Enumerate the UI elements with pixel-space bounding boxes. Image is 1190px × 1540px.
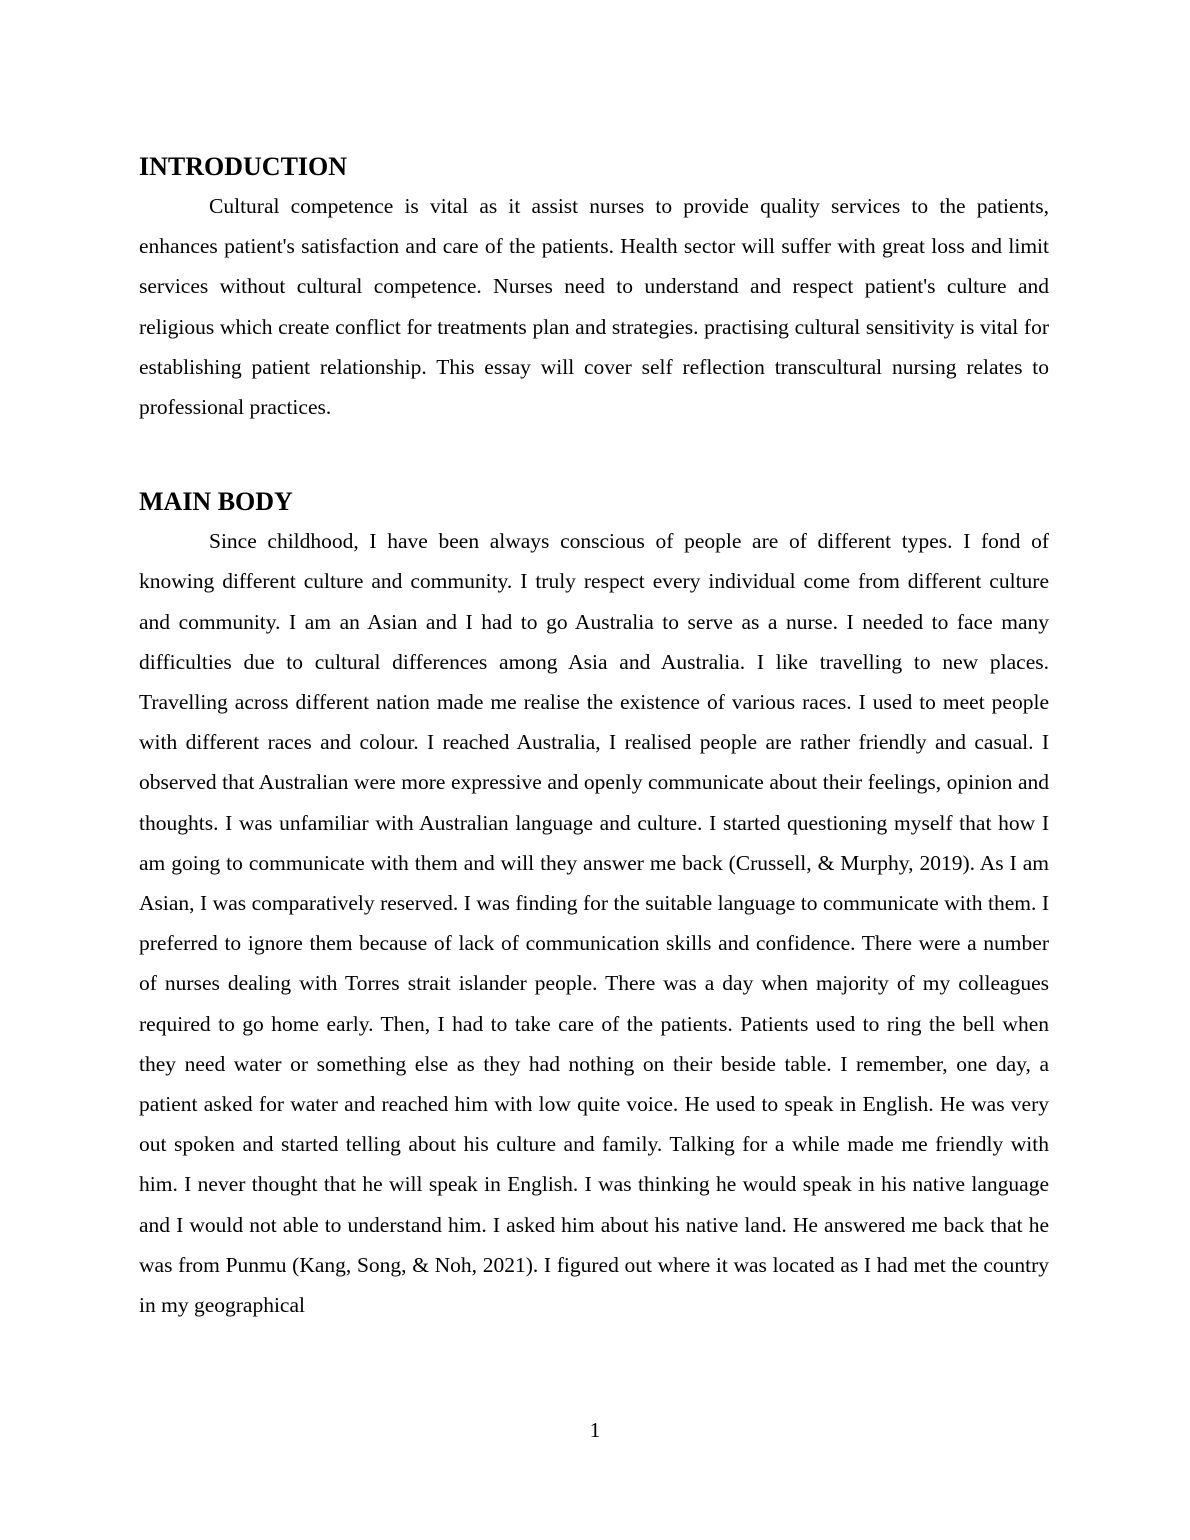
main-body-heading: MAIN BODY	[139, 487, 293, 517]
page-number: 1	[589, 1418, 601, 1442]
introduction-paragraph: Cultural competence is vital as it assist nurses to provide quality services to the patients, enhances patient's satisfaction and care of the patients. Health sector will suffer with great loss and limit services without cultural competence. Nurses need to understand and respect patient's culture and religious which create conflict for treatments plan and strategies. practising cultural sensitivity is vital for establishing patient relationship. This essay will cover self reflection transcultural nursing relates to professional practices.	[139, 194, 1049, 420]
main-body-paragraph: Since childhood, I have been always conscious of people are of different types. I fond of knowing different culture and community. I truly respect every individual come from different culture and community. I am an Asian and I had to go Australia to serve as a nurse. I needed to face many difficulties due to cultural differences among Asia and Australia. I like travelling to new places. Travelling across different nation made me realise the existence of various races. I used to meet people with different races and colour. I reached Australia, I realised people are rather friendly and casual. I observed that Australian were more expressive and openly communicate about their feelings, opinion and thoughts. I was unfamiliar with Australian language and culture. I started questioning myself that how I am going to communicate with them and will they answer me back (Crussell, & Murphy, 2019). As I am Asian, I was comparatively reserved. I was finding for the suitable language to communicate with them. I preferred to ignore them because of lack of communication skills and confidence. There were a number of nurses dealing with Torres strait islander people. There was a day when majority of my colleagues required to go home early. Then, I had to take care of the patients. Patients used to ring the bell when they need water or something else as they had nothing on their beside table. I remember, one day, a patient asked for water and reached him with low quite voice. He used to speak in English. He was very out spoken and started telling about his culture and family. Talking for a while made me friendly with him. I never thought that he will speak in English. I was thinking he would speak in his native language and I would not able to understand him. I asked him about his native land. He answered me back that he was from Punmu (Kang, Song, & Noh, 2021). I figured out where it was located as I had met the country in my geographical	[139, 529, 1049, 1318]
page-content	[139, 150, 1049, 1325]
introduction-heading: INTRODUCTION	[139, 152, 348, 181]
